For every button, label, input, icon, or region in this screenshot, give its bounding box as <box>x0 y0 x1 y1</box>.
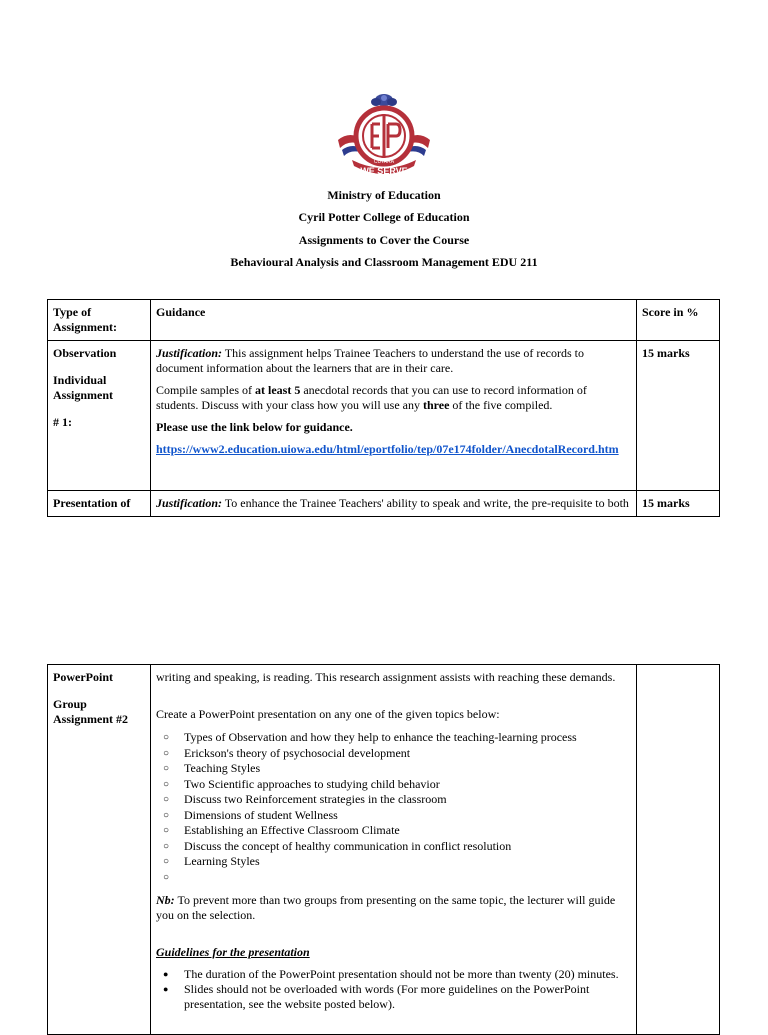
table-row <box>48 665 720 1035</box>
continued-text: writing and speaking, is reading. This research assignment assists with reaching these demands. <box>156 670 616 684</box>
justification-label: Justification: <box>156 346 223 360</box>
assignments-title: Assignments to Cover the Course <box>298 233 470 247</box>
topics-list <box>156 730 631 885</box>
table-row <box>48 341 720 491</box>
assignments-table-page2 <box>47 664 720 1035</box>
nb-text: To prevent more than two groups from presenting on the same topic, the lecturer will guide you on the selection. <box>156 892 616 922</box>
list-item: ● The duration of the PowerPoint presentation should not be more than twenty (20) minutes. <box>184 967 631 982</box>
ministry-title: Ministry of Education <box>327 188 441 202</box>
compile-text: Compile samples of <box>156 383 255 397</box>
ribbon-text: CUTARA <box>373 159 395 165</box>
list-item: ○ Two Scientific approaches to studying child behavior <box>184 777 631 793</box>
justification-text: This assignment helps Trainee Teachers to understand the use of records to document information about the learners that are in their care. <box>156 346 584 375</box>
score-value: 15 marks <box>642 346 690 360</box>
list-item: ○ Dimensions of student Wellness <box>184 808 631 824</box>
table-row <box>48 491 720 517</box>
header-guidance: Guidance <box>156 305 206 319</box>
justification-label: Justification: <box>156 496 223 510</box>
course-title: Behavioural Analysis and Classroom Management EDU 211 <box>230 255 538 269</box>
nb-label: Nb: <box>156 892 175 907</box>
list-item: ○ Learning Styles <box>184 854 631 870</box>
compile-text: of the five compiled. <box>449 398 553 412</box>
compile-emphasis: three <box>422 398 450 412</box>
compile-emphasis: at least 5 <box>255 383 301 397</box>
college-title: Cyril Potter College of Education <box>298 210 470 224</box>
assignment-type: PowerPoint <box>53 670 113 684</box>
assignment-type: Presentation of <box>53 496 131 510</box>
header-score: Score in % <box>642 305 699 319</box>
guidelines-title: Guidelines for the presentation <box>156 944 310 959</box>
table-header-row <box>48 300 720 341</box>
assignment-sub: Group Assignment #2 <box>53 697 129 726</box>
guidelines-list <box>156 967 631 1012</box>
assignment-number: # 1: <box>53 415 72 429</box>
assignment-sub: Individual Assignment <box>53 373 114 402</box>
guidance-link[interactable]: https://www2.education.uiowa.edu/html/eportfolio/tep/07e174folder/AnecdotalRecord.htm <box>156 442 619 456</box>
list-item: ○ Teaching Styles <box>184 761 631 777</box>
header-type: Type of Assignment: <box>53 305 118 334</box>
assignment-type: Observation <box>53 346 117 360</box>
list-item: ○ Discuss the concept of healthy communication in conflict resolution <box>184 839 631 855</box>
list-item: ● Slides should not be overloaded with words (For more guidelines on the PowerPoint presentation, see the website posted below). <box>184 982 631 1012</box>
list-item: ○ Erickson's theory of psychosocial development <box>184 746 631 762</box>
guidance-note: Please use the link below for guidance. <box>156 420 353 434</box>
assignments-table-page1 <box>47 299 720 517</box>
banner-text: WE SERVE <box>360 166 408 176</box>
list-item: ○ Discuss two Reinforcement strategies in the classroom <box>184 792 631 808</box>
crown-icon <box>371 94 397 106</box>
list-item: ○ Types of Observation and how they help to enhance the teaching-learning process <box>184 730 631 746</box>
college-logo <box>330 90 438 182</box>
list-item <box>184 870 631 885</box>
compile-text: anecdotal records that you can use to record information of students. Discuss with your class how you will use any <box>156 383 587 412</box>
score-value: 15 marks <box>642 496 690 510</box>
justification-text: To enhance the Trainee Teachers' ability to speak and write, the pre-requisite to both <box>222 496 629 510</box>
list-item: ○ Establishing an Effective Classroom Climate <box>184 823 631 839</box>
create-instruction: Create a PowerPoint presentation on any one of the given topics below: <box>156 707 500 721</box>
